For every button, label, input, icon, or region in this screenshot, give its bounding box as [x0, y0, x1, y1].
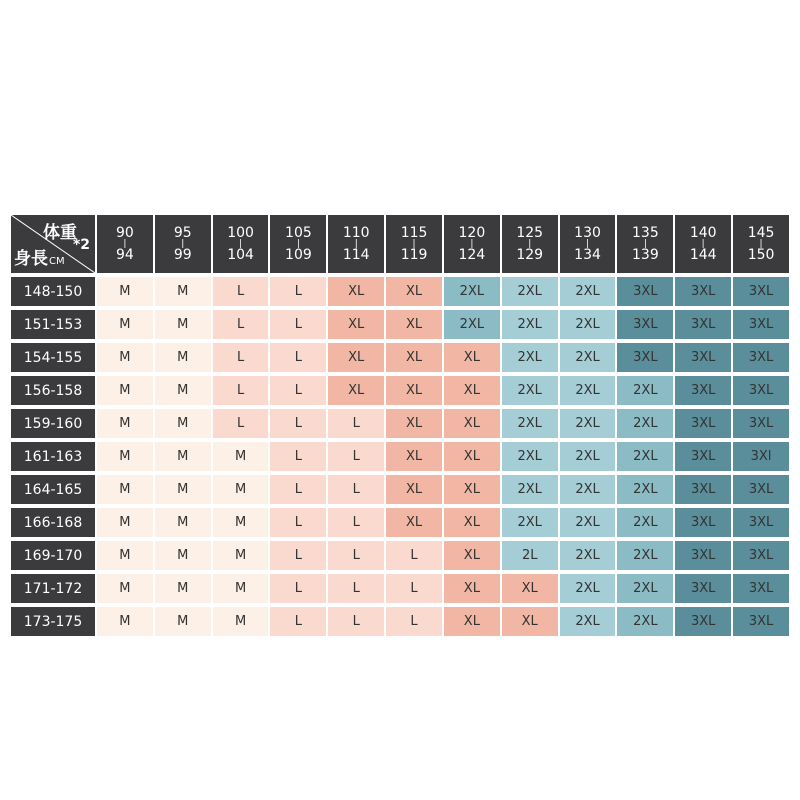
weight-to: 119: [400, 247, 428, 263]
size-cell: L: [386, 607, 442, 636]
size-cell: M: [213, 541, 269, 570]
weight-column-header: [560, 215, 616, 273]
size-cell: 2XL: [502, 409, 558, 438]
weight-column-header: [675, 215, 731, 273]
weight-range-separator: |: [643, 239, 647, 249]
size-cell: L: [270, 343, 326, 372]
size-cell: 3XL: [675, 541, 731, 570]
size-cell: M: [155, 442, 211, 471]
weight-from: 105: [285, 225, 312, 241]
size-cell: 3XL: [733, 475, 789, 504]
weight-column-header: [617, 215, 673, 273]
size-cell: 2XL: [617, 409, 673, 438]
size-cell: 2XL: [560, 310, 616, 339]
size-cell: XL: [386, 442, 442, 471]
size-cell: XL: [386, 475, 442, 504]
weight-from: 135: [632, 225, 659, 241]
size-cell: M: [97, 376, 153, 405]
size-cell: XL: [328, 376, 384, 405]
weight-range-separator: |: [528, 239, 532, 249]
weight-range-separator: |: [701, 239, 705, 249]
size-cell: M: [97, 508, 153, 537]
size-cell: 2XL: [617, 508, 673, 537]
size-cell: 3XL: [733, 343, 789, 372]
weight-to: 129: [516, 247, 544, 263]
size-cell: XL: [444, 475, 500, 504]
size-cell: M: [155, 475, 211, 504]
size-cell: L: [328, 541, 384, 570]
table-row: [11, 574, 789, 603]
height-range-label: 159-160: [11, 409, 95, 438]
size-cell: M: [97, 442, 153, 471]
size-cell: 3XL: [617, 310, 673, 339]
weight-label: 体重: [43, 223, 77, 243]
weight-range-separator: |: [123, 239, 127, 249]
weight-from: 125: [516, 225, 544, 241]
size-cell: L: [270, 376, 326, 405]
height-range-label: 161-163: [11, 442, 95, 471]
size-cell: 3XL: [675, 574, 731, 603]
table-row: [11, 442, 789, 471]
size-cell: L: [213, 343, 269, 372]
size-cell: L: [213, 376, 269, 405]
size-cell: M: [155, 343, 211, 372]
size-cell: XL: [502, 574, 558, 603]
size-cell: L: [328, 508, 384, 537]
size-cell: L: [270, 508, 326, 537]
size-cell: L: [270, 607, 326, 636]
weight-multiplier: *2: [72, 237, 90, 253]
weight-to: 150: [747, 247, 775, 263]
size-cell: L: [328, 607, 384, 636]
weight-range-separator: |: [354, 239, 358, 249]
weight-range-separator: |: [759, 239, 763, 249]
size-cell: 2XL: [617, 376, 673, 405]
weight-from: 100: [227, 225, 254, 241]
size-cell: M: [97, 409, 153, 438]
height-range-label: 166-168: [11, 508, 95, 537]
weight-from: 95: [173, 225, 192, 241]
size-cell: L: [328, 442, 384, 471]
size-cell: 3XL: [675, 607, 731, 636]
size-cell: 2XL: [560, 343, 616, 372]
size-cell: 2XL: [560, 508, 616, 537]
table-row: [11, 607, 789, 636]
size-cell: 2XL: [560, 574, 616, 603]
size-cell: 2XL: [502, 376, 558, 405]
size-cell: L: [328, 409, 384, 438]
weight-header-row: [11, 215, 789, 273]
weight-range-separator: |: [181, 239, 185, 249]
corner-header: [11, 215, 95, 273]
size-cell: 3Xl: [733, 442, 789, 471]
size-cell: 3XL: [733, 409, 789, 438]
size-cell: 3XL: [617, 277, 673, 306]
size-cell: XL: [444, 409, 500, 438]
size-cell: 3XL: [675, 475, 731, 504]
height-range-label: 164-165: [11, 475, 95, 504]
weight-to: 139: [632, 247, 659, 263]
weight-to: 134: [574, 247, 601, 263]
size-cell: M: [155, 376, 211, 405]
size-cell: L: [328, 574, 384, 603]
size-cell: L: [386, 541, 442, 570]
table-row: [11, 508, 789, 537]
weight-from: 145: [747, 225, 775, 241]
size-cell: L: [270, 574, 326, 603]
weight-to: 99: [173, 247, 192, 263]
size-cell: 3XL: [733, 376, 789, 405]
height-range-label: 156-158: [11, 376, 95, 405]
table-row: [11, 376, 789, 405]
unit-label: CM: [49, 256, 65, 267]
size-cell: XL: [444, 541, 500, 570]
height-label: 身長: [14, 249, 48, 269]
size-cell: M: [155, 277, 211, 306]
size-cell: 3XL: [617, 343, 673, 372]
size-cell: M: [155, 310, 211, 339]
table-row: [11, 277, 789, 306]
size-cell: L: [270, 442, 326, 471]
size-cell: XL: [444, 442, 500, 471]
size-cell: XL: [386, 409, 442, 438]
table-row: [11, 409, 789, 438]
size-cell: M: [155, 607, 211, 636]
size-cell: 2XL: [560, 376, 616, 405]
weight-range-separator: |: [412, 239, 416, 249]
size-cell: M: [97, 574, 153, 603]
size-cell: M: [155, 409, 211, 438]
size-cell: L: [270, 277, 326, 306]
size-cell: L: [270, 409, 326, 438]
height-range-label: 171-172: [11, 574, 95, 603]
weight-column-header: [328, 215, 384, 273]
height-label-group: [14, 244, 65, 269]
size-cell: 2XL: [617, 475, 673, 504]
size-cell: XL: [444, 343, 500, 372]
size-cell: M: [97, 475, 153, 504]
weight-column-header: [97, 215, 153, 273]
size-cell: 2XL: [617, 442, 673, 471]
size-cell: XL: [328, 277, 384, 306]
weight-from: 120: [458, 225, 486, 241]
weight-from: 115: [400, 225, 428, 241]
size-cell: XL: [328, 310, 384, 339]
weight-range-separator: |: [586, 239, 590, 249]
size-cell: M: [213, 475, 269, 504]
size-cell: XL: [444, 376, 500, 405]
weight-column-header: [444, 215, 500, 273]
size-cell: M: [97, 541, 153, 570]
weight-from: 130: [574, 225, 601, 241]
size-cell: XL: [444, 508, 500, 537]
size-cell: L: [213, 409, 269, 438]
size-cell: XL: [386, 343, 442, 372]
table-row: [11, 475, 789, 504]
size-cell: 2XL: [502, 508, 558, 537]
height-range-label: 169-170: [11, 541, 95, 570]
size-cell: 2L: [502, 541, 558, 570]
size-cell: M: [97, 277, 153, 306]
weight-column-header: [213, 215, 269, 273]
size-cell: 2XL: [617, 607, 673, 636]
size-cell: 2XL: [617, 574, 673, 603]
size-cell: M: [97, 310, 153, 339]
size-cell: 2XL: [560, 607, 616, 636]
size-cell: L: [270, 541, 326, 570]
weight-to: 94: [116, 247, 134, 263]
size-cell: XL: [444, 574, 500, 603]
size-cell: L: [328, 475, 384, 504]
weight-to: 114: [342, 247, 370, 263]
size-cell: 2XL: [444, 310, 500, 339]
size-cell: XL: [386, 310, 442, 339]
size-cell: 3XL: [733, 607, 789, 636]
weight-to: 104: [227, 247, 254, 263]
size-cell: L: [213, 277, 269, 306]
weight-range-separator: |: [239, 239, 243, 249]
size-cell: 2XL: [502, 343, 558, 372]
weight-column-header: [502, 215, 558, 273]
size-cell: M: [97, 343, 153, 372]
height-range-label: 148-150: [11, 277, 95, 306]
size-cell: L: [386, 574, 442, 603]
size-cell: M: [155, 541, 211, 570]
size-cell: 2XL: [560, 475, 616, 504]
size-cell: 3XL: [733, 508, 789, 537]
size-cell: 2XL: [444, 277, 500, 306]
size-cell: 3XL: [733, 310, 789, 339]
size-cell: 2XL: [502, 277, 558, 306]
size-cell: M: [97, 607, 153, 636]
weight-from: 110: [342, 225, 370, 241]
size-cell: XL: [444, 607, 500, 636]
size-cell: L: [270, 475, 326, 504]
size-cell: M: [213, 508, 269, 537]
size-cell: M: [155, 508, 211, 537]
size-cell: M: [155, 574, 211, 603]
height-range-label: 154-155: [11, 343, 95, 372]
table-row: [11, 541, 789, 570]
size-cell: XL: [386, 277, 442, 306]
height-range-label: 173-175: [11, 607, 95, 636]
size-cell: 2XL: [560, 541, 616, 570]
weight-range-separator: |: [470, 239, 474, 249]
weight-to: 144: [689, 247, 717, 263]
size-cell: 2XL: [617, 541, 673, 570]
size-cell: XL: [502, 607, 558, 636]
size-cell: 3XL: [675, 508, 731, 537]
size-cell: 3XL: [733, 541, 789, 570]
size-cell: 3XL: [733, 574, 789, 603]
weight-column-header: [155, 215, 211, 273]
size-cell: L: [270, 310, 326, 339]
size-cell: 3XL: [675, 376, 731, 405]
size-cell: 3XL: [675, 277, 731, 306]
size-cell: 3XL: [733, 277, 789, 306]
size-cell: L: [213, 310, 269, 339]
weight-from: 140: [689, 225, 717, 241]
table-row: [11, 310, 789, 339]
size-cell: XL: [386, 508, 442, 537]
size-cell: 3XL: [675, 442, 731, 471]
weight-to: 109: [285, 247, 312, 263]
size-cell: M: [213, 442, 269, 471]
weight-column-header: [386, 215, 442, 273]
weight-range-separator: |: [296, 239, 300, 249]
size-cell: XL: [386, 376, 442, 405]
size-cell: 3XL: [675, 409, 731, 438]
size-cell: M: [213, 607, 269, 636]
size-cell: 2XL: [502, 442, 558, 471]
weight-column-header: [733, 215, 789, 273]
weight-from: 90: [116, 225, 134, 241]
size-cell: M: [213, 574, 269, 603]
height-range-label: 151-153: [11, 310, 95, 339]
table-row: [11, 343, 789, 372]
size-cell: 3XL: [675, 310, 731, 339]
weight-column-header: [270, 215, 326, 273]
size-chart-table: [9, 211, 791, 640]
size-cell: 2XL: [502, 475, 558, 504]
size-cell: 2XL: [560, 277, 616, 306]
weight-to: 124: [458, 247, 486, 263]
size-table-body: [11, 277, 789, 636]
size-cell: 3XL: [675, 343, 731, 372]
size-cell: 2XL: [502, 310, 558, 339]
size-cell: 2XL: [560, 409, 616, 438]
size-cell: 2XL: [560, 442, 616, 471]
size-cell: XL: [328, 343, 384, 372]
